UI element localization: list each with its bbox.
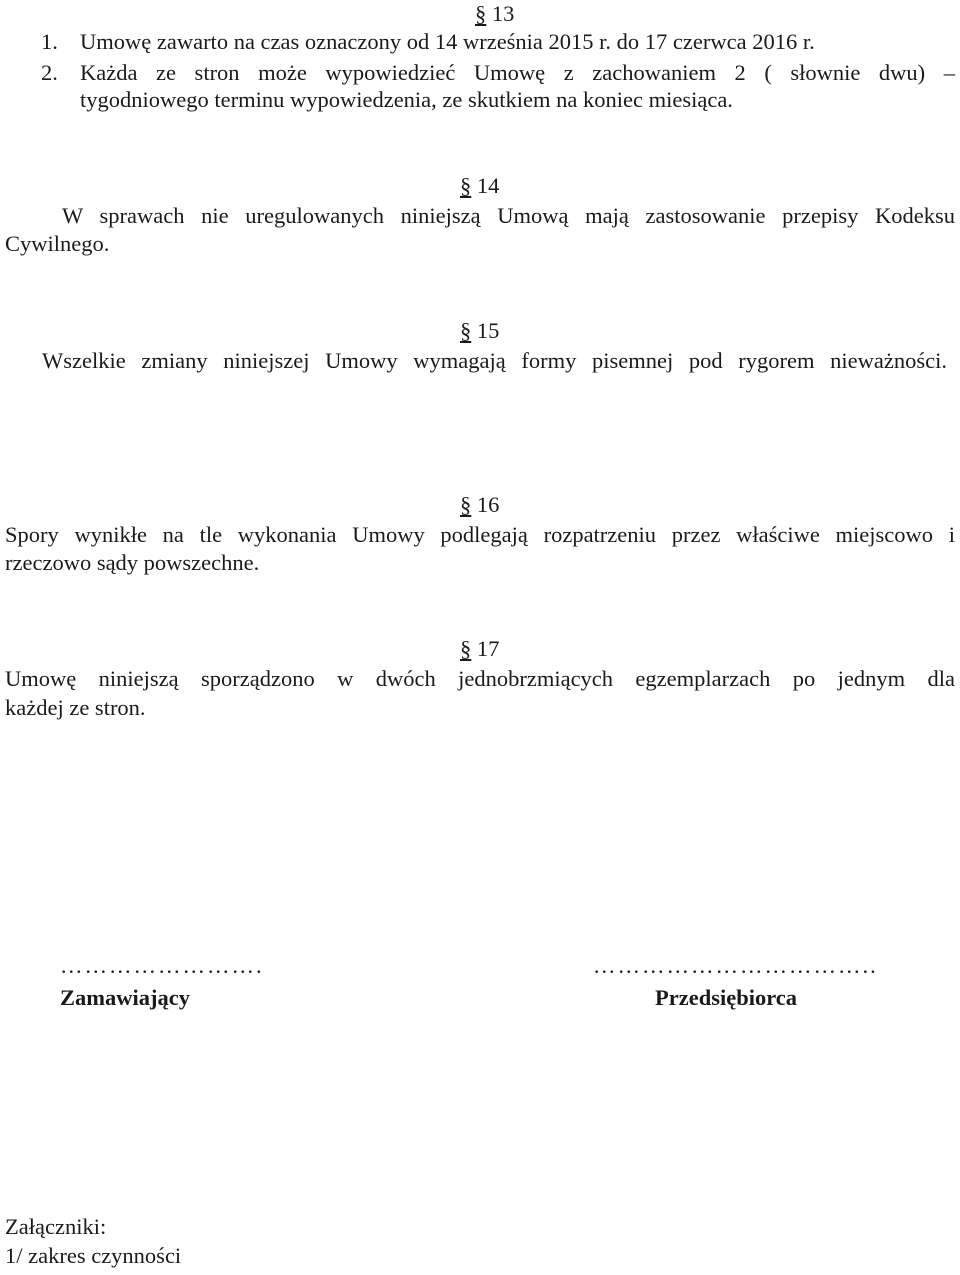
section-15-heading-text: § 15 bbox=[460, 318, 500, 343]
attachments-item-1: 1/ zakres czynności bbox=[5, 1243, 182, 1268]
attachments-label: Załączniki: bbox=[5, 1214, 107, 1239]
section-17-heading bbox=[460, 638, 499, 661]
signature-label-left: Zamawiający bbox=[60, 985, 190, 1010]
section-17-line-2: każdej ze stron. bbox=[5, 695, 146, 720]
section-14-heading-text: § 14 bbox=[460, 173, 500, 198]
section-symbol: § bbox=[460, 636, 472, 661]
section-symbol: § bbox=[460, 318, 472, 343]
signature-line-left: ……………………. bbox=[60, 953, 264, 978]
section-16-heading bbox=[460, 494, 499, 517]
section-13-item-2-line-1: Każda ze stron może wypowiedzieć Umowę z zachowaniem 2 ( słownie dwu) – bbox=[80, 60, 955, 85]
section-17-line-1: Umowę niniejszą sporządzono w dwóch jednobrzmiących egzemplarzach po jednym dla bbox=[5, 666, 955, 691]
section-13-heading-text: § 13 bbox=[475, 1, 515, 26]
section-symbol: § bbox=[460, 492, 472, 517]
section-16-line-1: Spory wynikłe na tle wykonania Umowy podlegają rozpatrzeniu przez właściwe miejscowo i bbox=[5, 522, 955, 547]
section-symbol: § bbox=[460, 173, 472, 198]
section-17-heading-text: § 17 bbox=[460, 636, 500, 661]
section-16-line-2: rzeczowo sądy powszechne. bbox=[5, 550, 260, 575]
section-14-line-1: W sprawach nie uregulowanych niniejszą Umową mają zastosowanie przepisy Kodeksu bbox=[62, 203, 955, 228]
section-13-item-1-text: Umowę zawarto na czas oznaczony od 14 września 2015 r. do 17 czerwca 2016 r. bbox=[80, 29, 815, 54]
section-15-line-1: Wszelkie zmiany niniejszej Umowy wymagają formy pisemnej pod rygorem nieważności. bbox=[42, 348, 947, 373]
section-14-line-2: Cywilnego. bbox=[5, 231, 110, 256]
signature-line-right: …………………………….. bbox=[593, 953, 878, 978]
section-13-heading bbox=[475, 3, 514, 26]
section-14-heading bbox=[460, 175, 499, 198]
section-16-heading-text: § 16 bbox=[460, 492, 500, 517]
section-13-item-2-number: 2. bbox=[41, 60, 58, 85]
section-symbol: § bbox=[475, 1, 487, 26]
section-15-heading bbox=[460, 320, 499, 343]
section-13-item-1-number: 1. bbox=[41, 29, 58, 54]
section-13-item-2-line-2: tygodniowego terminu wypowiedzenia, ze skutkiem na koniec miesiąca. bbox=[80, 87, 733, 112]
signature-label-right: Przedsiębiorca bbox=[655, 985, 798, 1010]
